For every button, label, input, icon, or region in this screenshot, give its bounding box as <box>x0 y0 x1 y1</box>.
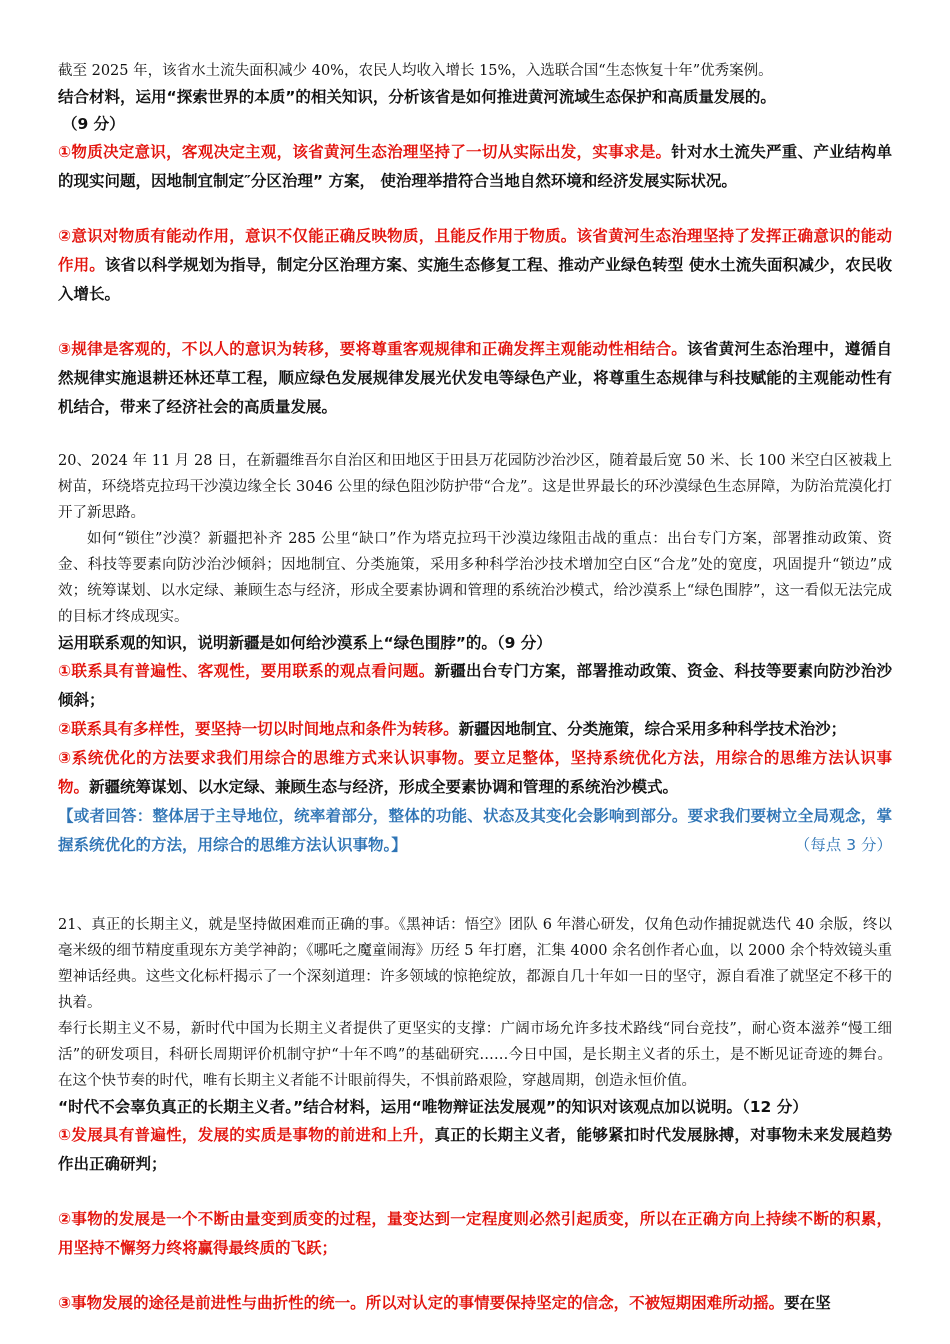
q19-answer-1-explanation: 针对水土流失严重、产业结构单的现实问题，因地制宜制定″分区治理” 方案， 使治理举措符合当地自然环境和经济发展实际状况。 <box>58 143 892 190</box>
q21-answer-2 <box>58 1205 892 1263</box>
q20-answer-1-point: ①联系具有普遍性、客观性，要用联系的观点看问题。 <box>58 662 435 680</box>
q21-answer-1-explanation: 真正的长期主义者，能够紧扣时代发展脉搏，对事物未来发展趋势作出正确研判； <box>58 1126 892 1173</box>
q21-material-2: 奉行长期主义不易，新时代中国为长期主义者提供了更坚实的支撑：广阔市场允许多技术路线“同台竞技”，耐心资本滋养“慢工细活”的研发项目，科研长周期评价机制守护“十年不鸣”的基础研究……今日中国，是长期主义者的乐土，是不断见证奇迹的舞台。在这个快节奏的时代，唯有长期主义者能不计眼前得失，不惧前路艰险，穿越周期，创造永恒价值。 <box>58 1021 892 1089</box>
q20-answer-3 <box>58 744 892 802</box>
q20-alternative-answer <box>58 802 892 860</box>
q20-answer-3-explanation: 新疆统筹谋划、以水定绿、兼顾生态与经济，形成全要素协调和管理的系统治沙模式。 <box>89 778 679 796</box>
q19-score: （9 分） <box>62 115 125 133</box>
q19-answer-3 <box>58 335 892 422</box>
q21-material-1: 21、真正的长期主义，就是坚持做困难而正确的事。《黑神话：悟空》团队 6 年潜心研发，仅角色动作捕捉就迭代 40 余版，终以毫米级的细节精度重现东方美学神韵；《哪吒之魔童闹海》历经 5 年打磨，汇集 4000 余名创作者心血，以 2000 余个特效镜头重塑神话经典。这些文化标杆揭示了一个深刻道理：许多领域的惊艳绽放，都源自几十年如一日的坚守，源自看准了就坚定不移干的执着。 <box>58 917 892 1011</box>
q19-answer-2-explanation: 该省以科学规划为指导，制定分区治理方案、实施生态修复工程、推动产业绿色转型 使水土流失面积减少，农民收入增长。 <box>58 256 892 303</box>
q19-question: 结合材料，运用“探索世界的本质”的相关知识，分析该省是如何推进黄河流域生态保护和高质量发展的。 <box>58 88 776 106</box>
q19-answer-2-point: ②意识对物质有能动作用，意识不仅能正确反映物质，且能反作用于物质。该省黄河生态治理坚持了发挥正确意识的能动作用。 <box>58 227 892 274</box>
q21-answer-2-point: ②事物的发展是一个不断由量变到质变的过程，量变达到一定程度则必然引起质变，所以在正确方向上持续不断的积累，用坚持不懈努力终将赢得最终质的飞跃； <box>58 1210 892 1257</box>
q19-material-tail: 截至 2025 年，该省水土流失面积减少 40%，农民人均收入增长 15%，入选联合国“生态恢复十年”优秀案例。 <box>58 63 773 79</box>
q19-answer-3-point: ③规律是客观的，不以人的意识为转移，要将尊重客观规律和正确发挥主观能动性相结合。 <box>58 340 688 358</box>
q21-question: “时代不会辜负真正的长期主义者。”结合材料，运用“唯物辩证法发展观”的知识对该观点加以说明。（12 分） <box>58 1098 808 1116</box>
q20-score-note: （每点 3 分） <box>794 836 892 854</box>
q21-answer-3-explanation: 要在坚 <box>784 1294 831 1312</box>
document-page <box>58 58 892 1318</box>
q20-alternative-text: 【或者回答：整体居于主导地位，统率着部分，整体的功能、状态及其变化会影响到部分。要求我们要树立全局观念，掌握系统优化的方法，用综合的思维方法认识事物。】 <box>58 807 892 854</box>
q20-answer-2-point: ②联系具有多样性，要坚持一切以时间地点和条件为转移。 <box>58 720 459 738</box>
q20-answer-3-point: ③系统优化的方法要求我们用综合的思维方式来认识事物。要立足整体，坚持系统优化方法，用综合的思维方法认识事物。 <box>58 749 892 796</box>
q20-answer-1-explanation: 新疆出台专门方案，部署推动政策、资金、科技等要素向防沙治沙倾斜； <box>58 662 892 709</box>
q20-material-2: 如何“锁住”沙漠？新疆把补齐 285 公里“缺口”作为塔克拉玛干沙漠边缘阻击战的重点：出台专门方案，部署推动政策、资金、科技等要素向防沙治沙倾斜；因地制宜、分类施策，采用多种科学治沙技术增加空白区“合龙”处的宽度，巩固提升“锁边”成效；统筹谋划、以水定绿、兼顾生态与经济，形成全要素协调和管理的系统治沙模式，给沙漠系上“绿色围脖”，这一看似无法完成的目标才终成现实。 <box>58 531 892 625</box>
q21-answer-3 <box>58 1289 892 1318</box>
q20-answer-1 <box>58 657 892 715</box>
q20-answer-2 <box>58 715 892 744</box>
q20-material-1: 20、2024 年 11 月 28 日，在新疆维吾尔自治区和田地区于田县万花园防沙治沙区，随着最后宽 50 米、长 100 米空白区被栽上树苗，环绕塔克拉玛干沙漠边缘全长 3046 公里的绿色阻沙防护带“合龙”。这是世界最长的环沙漠绿色生态屏障，为防治荒漠化打开了新思路。 <box>58 453 892 521</box>
q20-question: 运用联系观的知识，说明新疆是如何给沙漠系上“绿色围脖”的。（9 分） <box>58 634 552 652</box>
q20-answer-2-explanation: 新疆因地制宜、分类施策，综合采用多种科学技术治沙； <box>458 720 847 738</box>
q19-answer-2 <box>58 222 892 309</box>
q21-answer-3-point: ③事物发展的途径是前进性与曲折性的统一。所以对认定的事情要保持坚定的信念，不被短期困难所动摇。 <box>58 1294 785 1312</box>
q21-answer-1 <box>58 1121 892 1179</box>
q19-answer-1-point: ①物质决定意识，客观决定主观，该省黄河生态治理坚持了一切从实际出发，实事求是。 <box>58 143 672 161</box>
q19-answer-1 <box>58 138 892 196</box>
q21-answer-1-point: ①发展具有普遍性，发展的实质是事物的前进和上升， <box>58 1126 435 1144</box>
q19-answer-3-explanation: 该省黄河生态治理中，遵循自然规律实施退耕还林还草工程，顺应绿色发展规律发展光伏发电等绿色产业，将尊重生态规律与科技赋能的主观能动性有机结合，带来了经济社会的高质量发展。 <box>58 340 892 416</box>
